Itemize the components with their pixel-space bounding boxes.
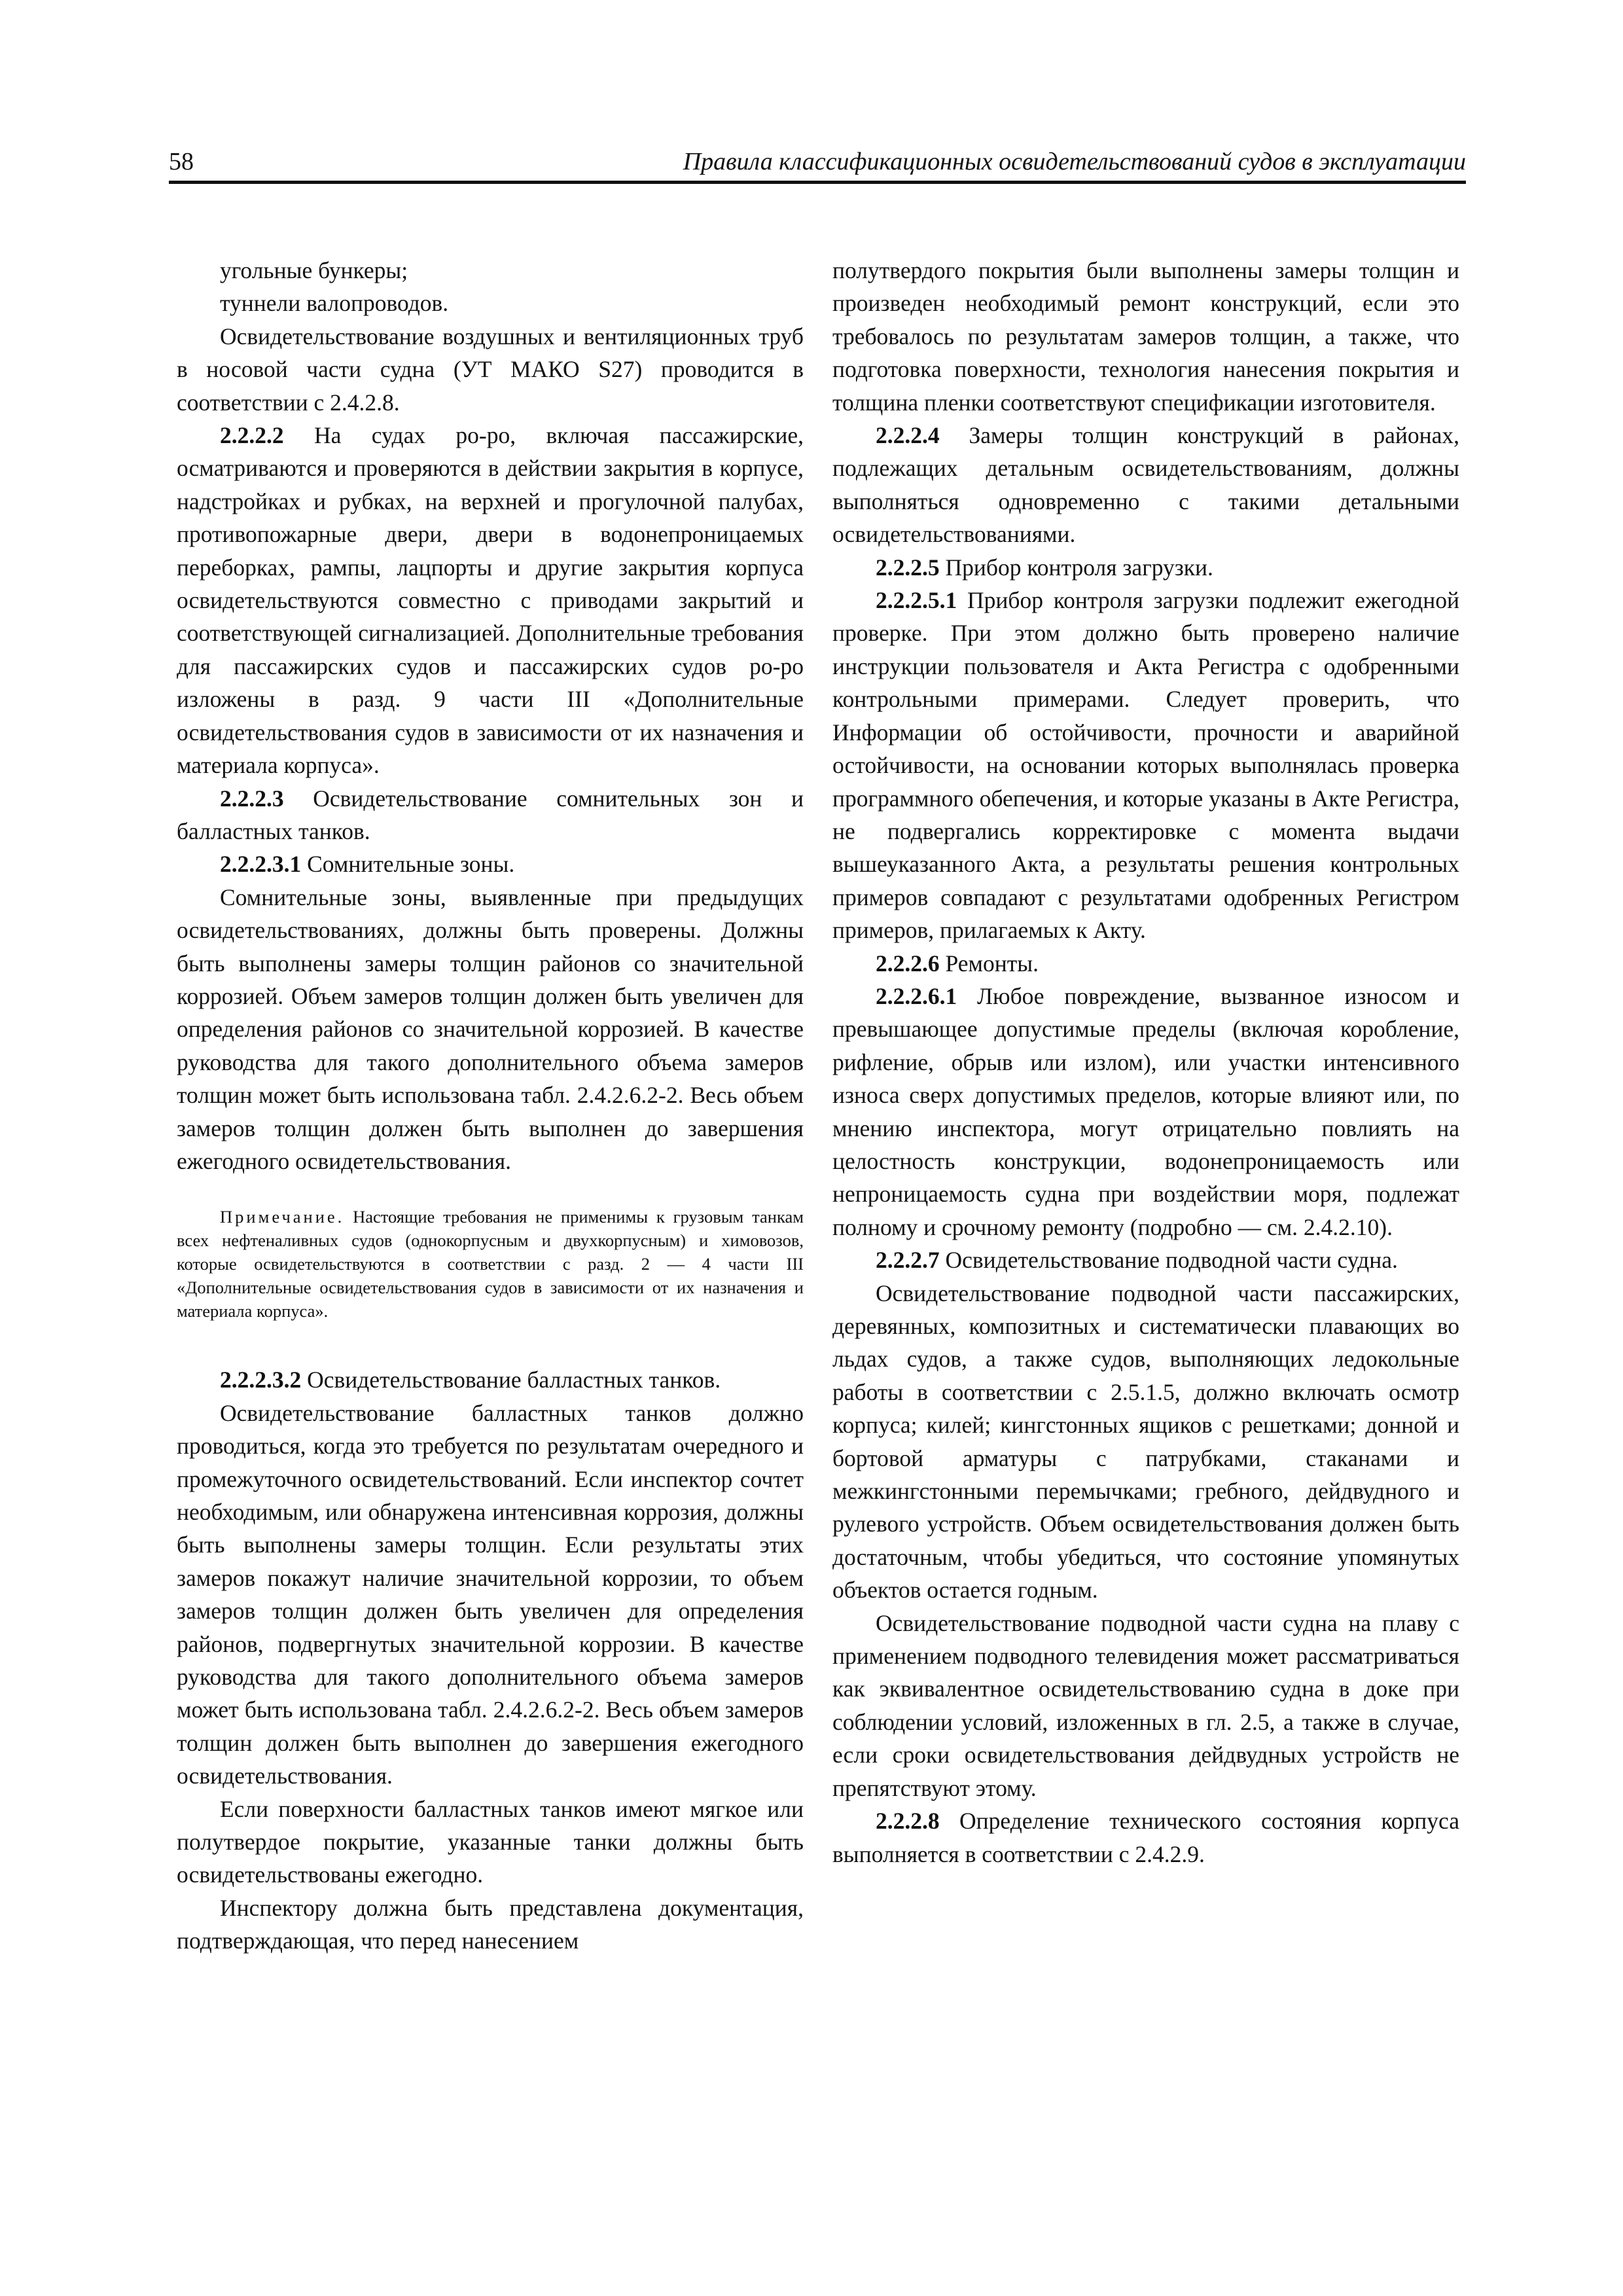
left-column <box>177 254 804 1958</box>
note-label: Примечание. <box>220 1207 345 1227</box>
paragraph-text: Прибор контроля загрузки. <box>939 554 1213 581</box>
paragraph-text: Освидетельствование подводной части пассажирских, деревянных, композитных и систематически плавающих во льдах судов, а также судов, выполняющих ледокольные работы в соответствии с 2.5.1.5, должно включать осмотр корпуса; килей; кингстонных ящиков с решетками; донной и бортовой арматуры с патрубками, стаканами и межкингстонными перемычками; гребного, дейдвудного и рулевого устройств. Объем освидетельствования должен быть достаточным, чтобы убедиться, что состояние упомянутых объектов остается годным. <box>832 1280 1459 1604</box>
paragraph <box>832 1277 1459 1607</box>
paragraph-text: Освидетельствование балластных танков должно проводиться, когда это требуется по результатам очередного и промежуточного освидетельствований. Если инспектор сочтет необходимым, или обнаружена интенсивная коррозия, должны быть выполнены замеры толщин. Если результаты этих замеров покажут наличие значительной коррозии, то объем замеров толщин должен быть увеличен для определения районов, подвергнутых значительной коррозии. В качестве руководства для такого дополнительного объема замеров может быть использована табл. 2.4.2.6.2-2. Весь объем замеров толщин должен быть выполнен до завершения ежегодного освидетельствования. <box>177 1399 804 1789</box>
section-number: 2.2.2.7 <box>876 1247 940 1274</box>
paragraph <box>832 980 1459 1244</box>
note-text: Настоящие требования не применимы к грузовым танкам всех нефтеналивных судов (однокорпусным и двухкорпусным) и химовозов, которые освидетельствуются в соответствии с разд. 2 — 4 части III «Дополнительные освидетельствования судов в зависимости от их назначения и материала корпуса». <box>177 1207 804 1321</box>
page-number: 58 <box>169 148 194 175</box>
section-number: 2.2.2.5.1 <box>876 587 957 614</box>
section-number: 2.2.2.6 <box>876 950 940 977</box>
paragraph <box>832 254 1459 419</box>
paragraph-text: угольные бункеры; <box>220 257 408 283</box>
paragraph-text: Прибор контроля загрузки подлежит ежегодной проверке. При этом должно быть проверено наличие инструкции пользователя и Акта Регистра с одобренными контрольными примерами. Следует проверить, что Информации об остойчивости, прочности и аварийной остойчивости, на основании которых выполнялась проверка программного обепечения, и которые указаны в Акте Регистра, не подвергались корректировке с момента выдачи вышеуказанного Акта, а результаты решения контрольных примеров совпадают с результатами одобренных Регистром примеров, прилагаемых к Акту. <box>832 587 1459 944</box>
paragraph <box>832 1804 1459 1871</box>
note-paragraph <box>177 1205 804 1323</box>
paragraph <box>832 947 1459 980</box>
paragraph-text: Замеры толщин конструкций в районах, подлежащих детальным освидетельствованиям, должны выполняться одновременно с такими детальными освидетельствованиями. <box>832 422 1459 548</box>
paragraph <box>177 1363 804 1396</box>
paragraph-text: Сомнительные зоны. <box>301 851 515 878</box>
section-number: 2.2.2.3.2 <box>220 1367 302 1393</box>
paragraph-text: Любое повреждение, вызванное износом и превышающее допустимые пределы (включая коробление, рифление, обрыв или излом), или участки интенсивного износа сверх допустимых пределов, которые влияют или, по мнению инспектора, могут отрицательно повлиять на целостность конструкции, водонепроницаемость или непроницаемость судна при воздействии моря, подлежат полному и срочному ремонту (подробно — см. 2.4.2.10). <box>832 982 1459 1240</box>
paragraph <box>177 782 804 848</box>
paragraph-text: Освидетельствование воздушных и вентиляционных труб в носовой части судна (УТ МАКО S27) проводится в соответствии с 2.4.2.8. <box>177 323 804 416</box>
paragraph-text: Сомнительные зоны, выявленные при предыдущих освидетельствованиях, должны быть проверены. Должны быть выполнены замеры толщин районов со значительной коррозией. Объем замеров толщин должен быть увеличен для определения районов со значительной коррозией. В качестве руководства для такого дополнительного объема замеров толщин может быть использована табл. 2.4.2.6.2-2. Весь объем замеров толщин должен быть выполнен до завершения ежегодного освидетельствования. <box>177 884 804 1174</box>
paragraph-text: Освидетельствование подводной части судна на плаву с применением подводного телевидения может рассматриваться как эквивалентное освидетельствованию судна в доке при соблюдении условий, изложенных в гл. 2.5, а также в случае, если сроки освидетельствования дейдвудных устройств не препятствуют этому. <box>832 1609 1459 1801</box>
paragraph <box>177 287 804 319</box>
page-header <box>169 143 1466 184</box>
paragraph-text: Освидетельствование подводной части судна. <box>939 1247 1398 1274</box>
paragraph <box>832 551 1459 584</box>
paragraph-text: Определение технического состояния корпуса выполняется в соответствии с 2.4.2.9. <box>832 1808 1459 1867</box>
paragraph-text: Если поверхности балластных танков имеют мягкое или полутвердое покрытие, указанные танки должны быть освидетельствованы ежегодно. <box>177 1795 804 1888</box>
paragraph <box>832 584 1459 946</box>
section-number: 2.2.2.3.1 <box>220 851 302 878</box>
paragraph <box>177 419 804 781</box>
running-title: Правила классификационных освидетельствований судов в эксплуатации <box>683 148 1466 175</box>
paragraph <box>177 1892 804 1958</box>
section-number: 2.2.2.2 <box>220 422 284 449</box>
paragraph <box>177 320 804 419</box>
paragraph <box>177 254 804 287</box>
paragraph-text: Освидетельствование балластных танков. <box>301 1367 721 1393</box>
section-number: 2.2.2.6.1 <box>876 982 957 1009</box>
right-column-paragraphs <box>832 254 1459 1871</box>
paragraph <box>177 1793 804 1892</box>
paragraph <box>177 881 804 1178</box>
left-column-paragraphs <box>177 254 804 1177</box>
paragraph-text: Инспектору должна быть представлена документация, подтверждающая, что перед нанесением <box>177 1894 804 1954</box>
section-number: 2.2.2.5 <box>876 554 940 581</box>
paragraph-text: Освидетельствование сомнительных зон и балластных танков. <box>177 785 804 844</box>
note-block <box>177 1205 804 1323</box>
paragraph <box>832 1244 1459 1276</box>
paragraph <box>177 1397 804 1793</box>
paragraph <box>177 848 804 880</box>
paragraph <box>832 1607 1459 1804</box>
paragraph-text: На судах ро-ро, включая пассажирские, осматриваются и проверяются в действии закрытия в корпусе, надстройках и рубках, на верхней и прогулочной палубах, противопожарные двери, двери в водонепроницаемых переборках, рампы, лацпорты и другие закрытия корпуса освидетельствуются совместно с приводами закрытий и соответствующей сигнализацией. Дополнительные требования для пассажирских судов и пассажирских судов ро-ро изложены в разд. 9 части III «Дополнительные освидетельствования судов в зависимости от их назначения и материала корпуса». <box>177 422 804 779</box>
section-number: 2.2.2.3 <box>220 785 284 812</box>
paragraph <box>832 419 1459 551</box>
paragraph-text: полутвердого покрытия были выполнены замеры толщин и произведен необходимый ремонт конструкций, если это требовалось по результатам замеров толщин, а также, что подготовка поверхности, технология нанесения покрытия и толщина пленки соответствуют спецификации изготовителя. <box>832 257 1459 416</box>
section-number: 2.2.2.4 <box>876 422 940 449</box>
right-column <box>832 254 1459 1871</box>
paragraph-text: туннели валопроводов. <box>220 290 449 317</box>
paragraph-text: Ремонты. <box>939 950 1039 977</box>
left-column-paragraphs-after-note <box>177 1363 804 1957</box>
section-number: 2.2.2.8 <box>876 1808 940 1835</box>
